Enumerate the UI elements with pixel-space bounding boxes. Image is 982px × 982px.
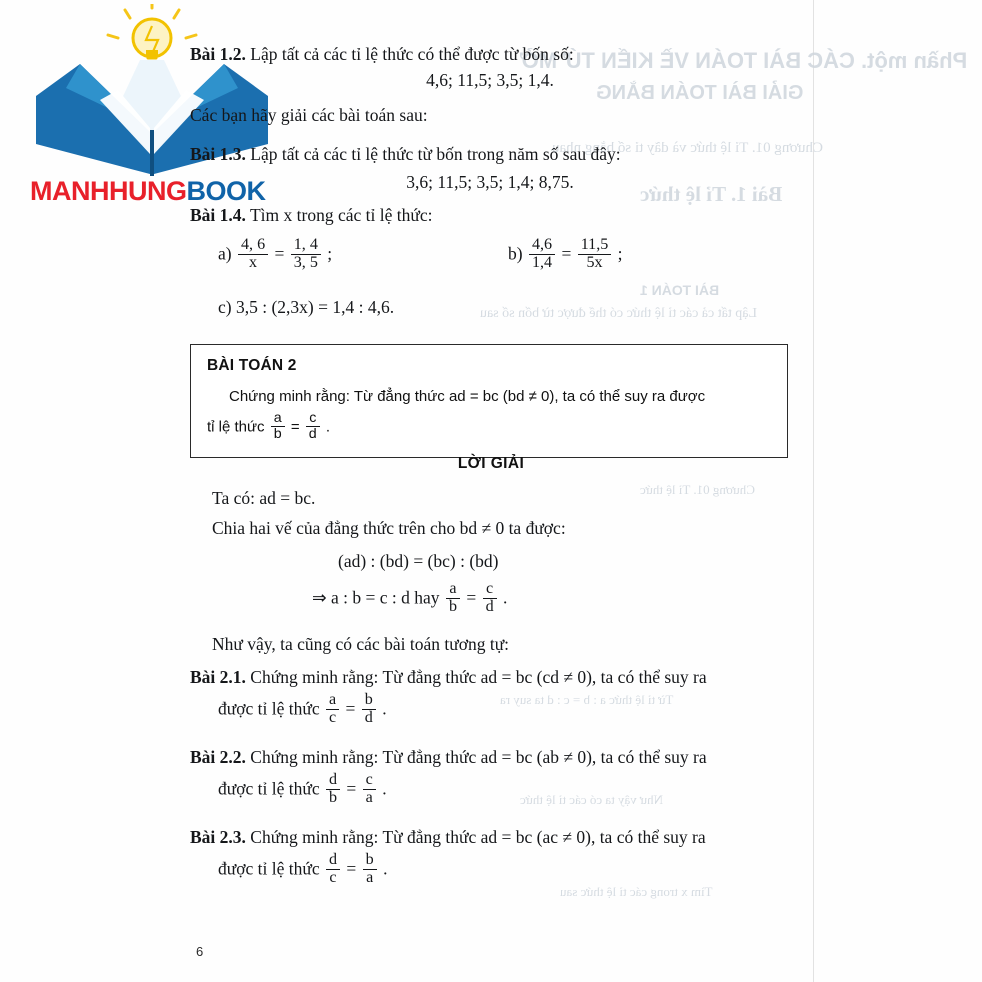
exercise-bai-1-3 [190,142,790,167]
problem-box-line-1: Chứng minh rằng: Từ đẳng thức ad = bc (bd ≠ 0), ta có thể suy ra được [229,388,706,405]
exercise-bai-1-4-item-c [218,295,394,320]
solution-terminator: . [503,587,508,608]
fraction-left [326,692,339,727]
bleed-through-line-4: Bài 1. Tỉ lệ thức [640,182,783,206]
bleed-through-line-6: Lập tất cả các tỉ lệ thức có thể được từ bốn số sau [480,306,758,321]
item-label-b: b) [508,243,523,264]
denominator: 3, 5 [291,254,321,272]
fraction-ab [271,411,285,442]
fraction-left [326,772,340,807]
exercise-label: Bài 1.2. [190,44,246,64]
fraction-a-right [291,237,321,272]
exercise-subline [218,773,810,808]
numerator: 4,6 [531,236,553,253]
subline-prefix: được tỉ lệ thức [218,858,320,879]
numerator: a [328,691,337,709]
exercise-label: Bài 2.3. [190,827,246,847]
problem-box-title: BÀI TOÁN 2 [207,357,297,374]
fraction-right [362,692,376,727]
bleed-through-line-8: Từ tỉ lệ thức a : b = c : d ta suy ra [500,692,674,707]
bleed-through-line-2: GIẢI BÀI TOÁN BẰNG [596,82,804,104]
intro-line [190,103,790,128]
exercise-bai-2-2 [190,745,810,808]
exercise-text: Tìm x trong các tỉ lệ thức: [249,205,433,225]
exercise-text: Chứng minh rằng: Từ đẳng thức ad = bc (ac ≠ 0), ta có thể suy ra [250,827,706,847]
exercise-text: Lập tất cả các tỉ lệ thức từ bốn trong năm số sau đây: [250,144,621,164]
exercise-bai-1-4-item-b [508,238,623,273]
problem-box-terminator: . [325,418,331,436]
subline-prefix: được tỉ lệ thức [218,698,320,719]
numerator: a [449,580,457,597]
bleed-through-line-1: Phần một. CÁC BÀI TOÁN VỀ KIẾN TỨ MỞ [520,48,968,73]
problem-box-line-2 [207,412,771,443]
denominator: d [306,426,320,442]
denominator: b [271,426,285,442]
solution-line-2 [212,516,566,541]
exercise-bai-1-4 [190,203,790,228]
exercise-subline [218,853,810,888]
fraction-b-left [529,237,555,272]
exercise-bai-2-3 [190,825,810,888]
numerator: d [328,851,338,869]
denominator: x [238,254,268,272]
fraction-cd [483,581,497,616]
denominator: c [326,709,339,727]
equals-sign: = [561,243,572,264]
problem-box-line-2-prefix: tỉ lệ thức [207,418,265,436]
bleed-through-line-3: Chương 01. Tỉ lệ thức và dãy tỉ số bằng nhau [552,140,823,156]
exercise-bai-1-3-values [190,170,790,195]
exercise-bai-1-4-item-a [218,238,332,273]
value-list: 4,6; 11,5; 3,5; 1,4. [426,70,554,90]
bleed-through-line-5: BÀI TOÁN 1 [640,282,720,298]
fraction-left [326,852,340,887]
denominator: d [483,598,497,616]
exercise-text: Chứng minh rằng: Từ đẳng thức ad = bc (ab ≠ 0), ta có thể suy ra [250,747,707,767]
solution-heading: LỜI GIẢI [457,455,525,472]
numerator: b [365,851,374,869]
subline-terminator: . [383,858,388,879]
numerator: c [309,410,317,427]
solution-text: Ta có: ad = bc. [212,488,316,508]
numerator: a [273,410,282,427]
fraction-ab [446,581,460,616]
intro-text: Các bạn hãy giải các bài toán sau: [190,105,428,125]
equals-sign: = [346,778,357,799]
item-c-text: 3,5 : (2,3x) = 1,4 : 4,6. [235,297,395,317]
exercise-text: Chứng minh rằng: Từ đẳng thức ad = bc (cd ≠ 0), ta có thể suy ra [250,667,707,687]
solution-equation: (ad) : (bd) = (bc) : (bd) [338,551,499,571]
watermark-brand-second: BOOK [186,176,266,206]
denominator: 5x [578,254,612,272]
solution-line-1 [212,486,315,511]
fraction-cd [306,411,320,442]
exercise-bai-1-2-values [190,68,790,93]
exercise-bai-2-1 [190,665,810,728]
bleed-through-line-7: Chương 01. Tỉ lệ thức [640,482,755,497]
numerator: b [364,691,373,709]
item-label-c: c) [218,297,232,317]
exercise-label: Bài 2.2. [190,747,246,767]
problem-box-body [207,384,771,443]
subline-terminator: . [382,698,387,719]
solution-line-5 [212,632,509,657]
fraction-b-right [578,237,612,272]
denominator: d [362,709,376,727]
numerator: 4, 6 [240,236,266,253]
equals-sign: = [345,698,356,719]
equals-sign: = [346,858,357,879]
denominator: b [446,598,460,616]
fraction-right [363,772,376,807]
exercise-label: Bài 1.4. [190,205,246,225]
numerator: 11,5 [580,236,609,253]
equals-sign: = [274,243,285,264]
solution-line-3 [338,549,499,574]
equals-sign: = [466,587,477,608]
denominator: c [326,869,340,887]
item-label-a: a) [218,243,232,264]
denominator: a [363,789,376,807]
item-a-terminator: ; [327,243,333,264]
exercise-label: Bài 2.1. [190,667,246,687]
fraction-a-left [238,237,268,272]
exercise-bai-1-2 [190,42,790,67]
solution-text: Chia hai vế của đẳng thức trên cho bd ≠ 0 ta được: [212,518,566,538]
exercise-label: Bài 1.3. [190,144,246,164]
numerator: 1, 4 [293,236,318,253]
bleed-through-line-9: Như vậy ta có các tỉ lệ thức [520,792,663,807]
exercise-subline [218,693,810,728]
denominator: a [363,869,377,887]
value-list: 3,6; 11,5; 3,5; 1,4; 8,75. [406,172,574,192]
exercise-text: Lập tất cả các tỉ lệ thức có thể được từ bốn số: [250,44,574,64]
subline-terminator: . [382,778,387,799]
page-number: 6 [196,944,204,959]
problem-box [190,344,788,458]
denominator: 1,4 [529,254,555,272]
numerator: c [365,771,373,789]
numerator: d [328,771,338,789]
equals-sign: = [290,418,300,436]
solution-line-4-prefix: ⇒ a : b = c : d hay [312,587,440,608]
subline-prefix: được tỉ lệ thức [218,778,320,799]
fraction-right [363,852,377,887]
item-b-terminator: ; [617,243,623,264]
solution-text: Như vậy, ta cũng có các bài toán tương tự: [212,634,510,654]
denominator: b [326,789,340,807]
watermark-brand-first: MANHHUNG [30,176,187,206]
numerator: c [486,580,494,597]
solution-line-4 [312,582,507,617]
bleed-through-line-10: Tìm x trong các tỉ lệ thức sau [560,884,713,899]
